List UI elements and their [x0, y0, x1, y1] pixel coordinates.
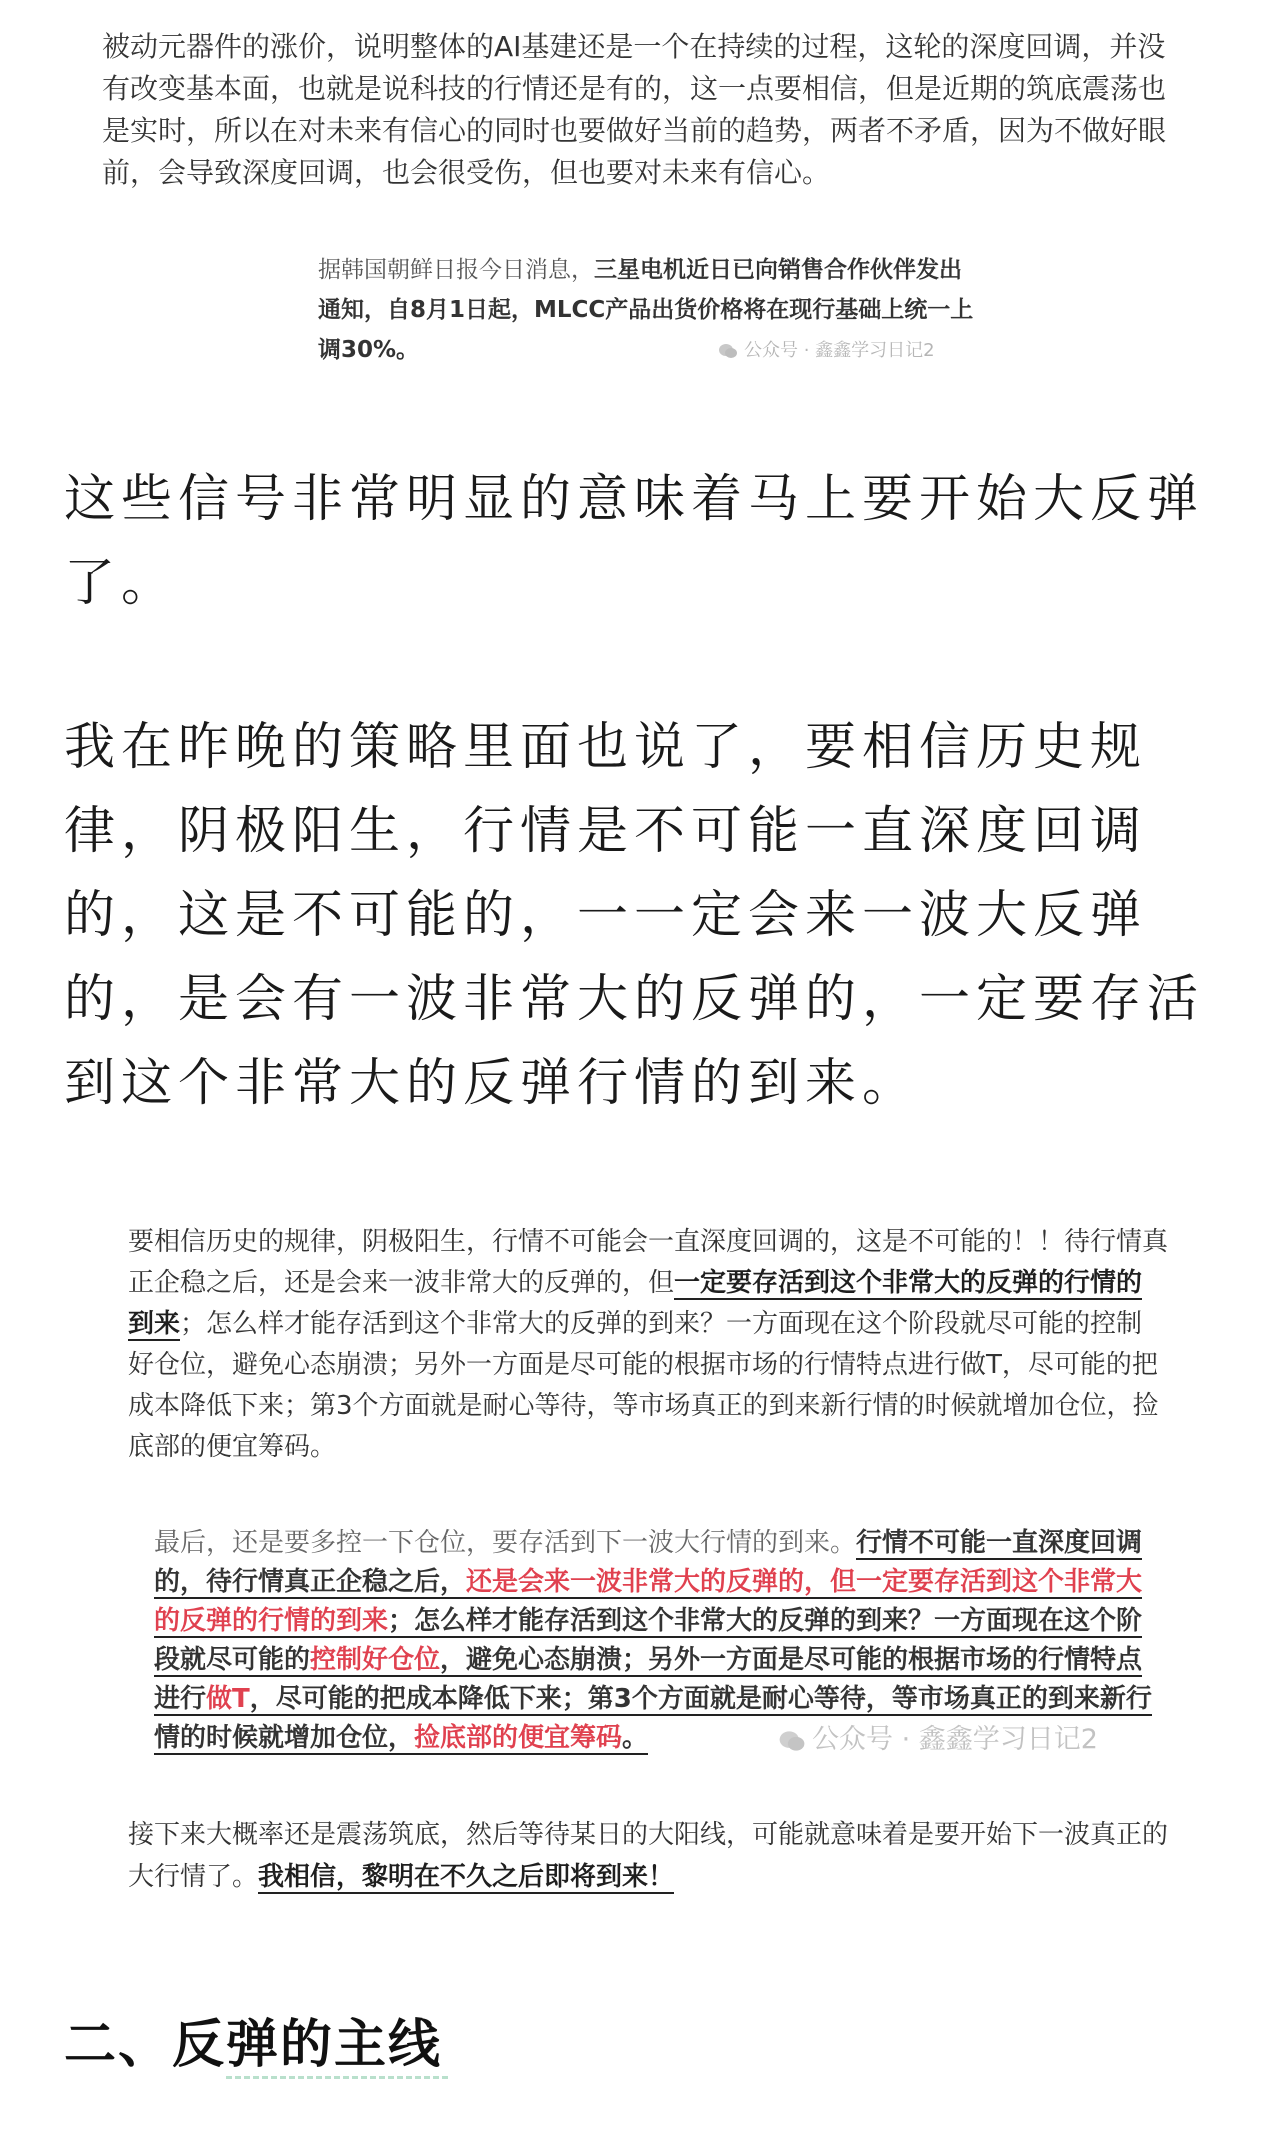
s10: 。 [622, 1723, 649, 1753]
text-c: ；怎么样才能存活到这个非常大的反弹的到来？一方面现在这个阶段就尽可能的控制好仓位，避免心态崩溃；另外一方面是尽可能的根据市场的行情特点进行做T，尽可能的把成本降低下来；第3个方面就是耐心等待，等市场真正的到来新行情的时候就增加仓位，捡底部的便宜筹码。 [128, 1309, 1159, 1462]
text-underlined: 我相信，黎明在不久之后即将到来！ [258, 1862, 675, 1892]
s8: ，尽可能的把成本降低下来；第3个方面就是耐心等待，等市场真正的到来新行情的时候就增加仓位， [154, 1684, 1152, 1753]
watermark [718, 336, 935, 362]
paragraph-rebound-signal: 这些信号非常明显的意味着马上要开始大反弹了。 [64, 470, 1205, 613]
s1: 最后，还是要多控一下仓位，要存活到下一波大行情的到来。 [154, 1528, 857, 1558]
s6: ，避免心态崩溃；另外一方面是尽可能的根据市场的行情特点进行 [154, 1645, 1143, 1714]
paragraph-history-law [128, 1222, 1168, 1468]
quote-lead: 据韩国朝鲜日报今日消息， [318, 257, 594, 283]
watermark-text: 公众号 · 鑫鑫学习日记2 [812, 1724, 1098, 1755]
watermark [778, 1717, 1098, 1756]
s3: 还是会来一波非常大的反弹的，但一定要存活到这个非常大的反弹的行情的到来 [154, 1567, 1143, 1636]
heading-underline [226, 2076, 448, 2079]
s5: 控制好仓位 [310, 1645, 441, 1675]
text-underlined: 一定要存活到这个非常大的反弹的行情的到来 [128, 1268, 1143, 1339]
paragraph-outlook [128, 1814, 1168, 1898]
text-a: 要相信历史的规律，阴极阳生，行情不可能会一直深度回调的，这是不可能的！！待行情真正企稳之后，还是会来一波非常大的反弹的，但 [128, 1227, 1169, 1298]
s9: 捡底部的便宜筹码 [414, 1723, 623, 1753]
paragraph-strategy: 我在昨晚的策略里面也说了，要相信历史规律，阴极阳生，行情是不可能一直深度回调的，这是不可能的，一一定会来一波大反弹的，是会有一波非常大的反弹的，一定要存活到这个非常大的反弹行情的到来。 [64, 718, 1205, 1113]
s2: 行情不可能一直深度回调的，待行情真正企稳之后， [154, 1528, 1143, 1597]
wechat-icon [778, 1730, 806, 1752]
watermark-text: 公众号 · 鑫鑫学习日记2 [744, 340, 935, 361]
section-heading: 二、反弹的主线 [64, 2015, 443, 2075]
text-a: 接下来大概率还是震荡筑底，然后等待某日的大阳线，可能就意味着是要开始下一波真正的大行情了。 [128, 1820, 1169, 1892]
quote-bold: 三星电机近日已向销售合作伙伴发出通知，自8月1日起，MLCC产品出货价格将在现行基础上统一上调30%。 [318, 257, 974, 363]
s4: ；怎么样才能存活到这个非常大的反弹的到来？一方面现在这个阶段就尽可能的 [154, 1606, 1143, 1675]
wechat-icon [718, 343, 738, 359]
paragraph-ai-infrastructure: 被动元器件的涨价，说明整体的AI基建还是一个在持续的过程，这轮的深度回调，并没有改变基本面，也就是说科技的行情还是有的，这一点要相信，但是近期的筑底震荡也是实时，所以在对未来有信心的同时也要做好当前的趋势，两者不矛盾，因为不做好眼前，会导致深度回调，也会很受伤，但也要对未来有信心。 [102, 30, 1167, 189]
s7: 做T [206, 1684, 250, 1714]
